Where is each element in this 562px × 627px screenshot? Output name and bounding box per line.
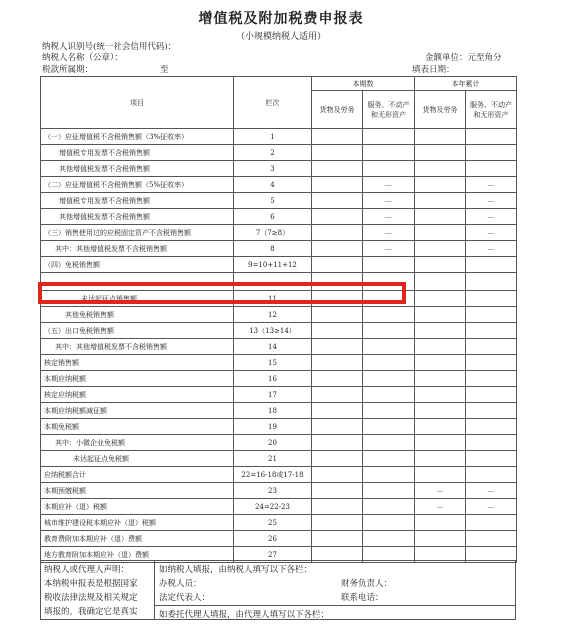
tax-return-table bbox=[40, 76, 517, 563]
row-value-cell[interactable] bbox=[415, 339, 466, 355]
row-item-label: 本期应补（退）税额 bbox=[41, 499, 234, 515]
row-value-cell[interactable] bbox=[466, 323, 517, 339]
row-value-cell[interactable] bbox=[312, 403, 363, 419]
row-value-cell[interactable] bbox=[415, 193, 466, 209]
row-value-cell[interactable] bbox=[415, 387, 466, 403]
row-value-cell[interactable] bbox=[415, 323, 466, 339]
table-row bbox=[41, 419, 517, 435]
row-line-no: 19 bbox=[234, 419, 312, 435]
row-value-cell[interactable] bbox=[466, 451, 517, 467]
row-value-cell[interactable]: — bbox=[363, 193, 415, 209]
row-value-cell[interactable] bbox=[466, 403, 517, 419]
row-value-cell[interactable] bbox=[415, 403, 466, 419]
taxpayer-name-label: 纳税人名称（公章）： bbox=[42, 53, 123, 63]
row-value-cell[interactable] bbox=[363, 161, 415, 177]
row-item-label: （二）应征增值税不含税销售额（5%征收率） bbox=[41, 177, 234, 193]
row-item-label: 其中：其他增值税发票不含税销售额 bbox=[41, 241, 234, 257]
table-row bbox=[41, 129, 517, 145]
table-row bbox=[41, 355, 517, 371]
row-value-cell[interactable] bbox=[415, 273, 466, 291]
row-value-cell[interactable] bbox=[415, 241, 466, 257]
taxpayer-id-label: 纳税人识别号(统一社会信用代码)： bbox=[42, 42, 177, 52]
row-value-cell[interactable] bbox=[363, 531, 415, 547]
row-value-cell[interactable] bbox=[312, 419, 363, 435]
row-item-label: 应纳税额合计 bbox=[41, 467, 234, 483]
row-value-cell[interactable] bbox=[363, 307, 415, 323]
row-value-cell[interactable] bbox=[363, 323, 415, 339]
table-row bbox=[41, 499, 517, 515]
table-row bbox=[41, 225, 517, 241]
row-item-label: 核定应纳税额 bbox=[41, 387, 234, 403]
row-value-cell[interactable] bbox=[312, 435, 363, 451]
declaration-statement bbox=[41, 561, 155, 619]
row-line-no: 24=22-23 bbox=[234, 499, 312, 515]
row-value-cell[interactable]: — bbox=[415, 499, 466, 515]
row-value-cell[interactable] bbox=[466, 387, 517, 403]
row-value-cell[interactable] bbox=[415, 451, 466, 467]
row-value-cell[interactable] bbox=[363, 387, 415, 403]
row-line-no: 8 bbox=[234, 241, 312, 257]
row-value-cell[interactable] bbox=[415, 419, 466, 435]
row-value-cell[interactable] bbox=[415, 515, 466, 531]
agent-fill-note: 如委托代理人填报，由代理人填写以下各栏： bbox=[155, 605, 515, 622]
table-row bbox=[41, 403, 517, 419]
header-line-no: 栏次 bbox=[234, 77, 312, 129]
row-value-cell[interactable] bbox=[312, 323, 363, 339]
row-line-no: 23 bbox=[234, 483, 312, 499]
highlight-box bbox=[38, 282, 406, 304]
table-row bbox=[41, 451, 517, 467]
row-item-label: 城市维护建设税本期应补（退）税额 bbox=[41, 515, 234, 531]
row-value-cell[interactable]: — bbox=[466, 483, 517, 499]
row-line-no: 22=16-18或17-18 bbox=[234, 467, 312, 483]
row-value-cell[interactable]: — bbox=[466, 209, 517, 225]
row-value-cell[interactable] bbox=[363, 419, 415, 435]
row-value-cell[interactable] bbox=[415, 371, 466, 387]
row-value-cell[interactable] bbox=[466, 531, 517, 547]
row-value-cell[interactable]: — bbox=[466, 177, 517, 193]
row-value-cell[interactable] bbox=[363, 403, 415, 419]
table-row bbox=[41, 177, 517, 193]
row-value-cell[interactable] bbox=[466, 307, 517, 323]
row-item-label: 其他增值税发票不含税销售额 bbox=[41, 161, 234, 177]
row-value-cell[interactable] bbox=[363, 499, 415, 515]
row-value-cell[interactable] bbox=[415, 161, 466, 177]
row-value-cell[interactable] bbox=[415, 209, 466, 225]
row-value-cell[interactable] bbox=[415, 129, 466, 145]
row-item-label: 地方教育附加本期应补（退）费额 bbox=[41, 547, 234, 563]
row-value-cell[interactable] bbox=[466, 129, 517, 145]
row-line-no: 13（13≥14） bbox=[234, 323, 312, 339]
table-row bbox=[41, 145, 517, 161]
header-services-ytd: 服务、不动产和无形资产 bbox=[466, 91, 517, 129]
table-row bbox=[41, 323, 517, 339]
row-value-cell[interactable] bbox=[312, 531, 363, 547]
row-value-cell[interactable] bbox=[466, 371, 517, 387]
row-value-cell[interactable] bbox=[415, 531, 466, 547]
amount-unit: 金额单位：元至角分 bbox=[425, 53, 502, 63]
table-row bbox=[41, 161, 517, 177]
row-value-cell[interactable] bbox=[312, 145, 363, 161]
row-line-no: 11 bbox=[234, 291, 312, 307]
row-item-label: 其他免税销售额 bbox=[41, 307, 234, 323]
table-row bbox=[41, 515, 517, 531]
row-line-no: 25 bbox=[234, 515, 312, 531]
row-value-cell[interactable] bbox=[415, 177, 466, 193]
row-item-label: （一）应征增值税不含税销售额（3%征收率） bbox=[41, 129, 234, 145]
row-line-no: 17 bbox=[234, 387, 312, 403]
row-line-no: 7（7≥8） bbox=[234, 225, 312, 241]
row-item-label: 本期免税额 bbox=[41, 419, 234, 435]
row-value-cell[interactable] bbox=[415, 225, 466, 241]
table-row bbox=[41, 307, 517, 323]
row-value-cell[interactable] bbox=[363, 371, 415, 387]
row-line-no: 27 bbox=[234, 547, 312, 563]
form-subtitle: （小规模纳税人适用） bbox=[235, 32, 326, 42]
row-value-cell[interactable] bbox=[466, 161, 517, 177]
row-item-label: 未达起征点销售额 bbox=[41, 291, 234, 307]
row-value-cell[interactable] bbox=[312, 387, 363, 403]
row-value-cell[interactable] bbox=[312, 193, 363, 209]
row-line-no: 6 bbox=[234, 209, 312, 225]
row-value-cell[interactable] bbox=[466, 355, 517, 371]
row-item-label: （四）免税销售额 bbox=[41, 257, 234, 273]
row-item-label: 本期应纳税额 bbox=[41, 371, 234, 387]
table-row bbox=[41, 483, 517, 499]
row-value-cell[interactable] bbox=[363, 467, 415, 483]
header-goods-ytd: 货物及劳务 bbox=[415, 91, 466, 129]
table-row bbox=[41, 435, 517, 451]
decl-line-1: 纳税人或代理人声明： bbox=[44, 565, 130, 575]
header-current-period: 本期数 bbox=[312, 77, 415, 91]
row-value-cell[interactable] bbox=[312, 177, 363, 193]
row-value-cell[interactable] bbox=[466, 257, 517, 273]
row-item-label: 其他增值税发票不含税销售额 bbox=[41, 209, 234, 225]
row-value-cell[interactable] bbox=[466, 435, 517, 451]
row-value-cell[interactable]: — bbox=[363, 177, 415, 193]
row-value-cell[interactable] bbox=[466, 467, 517, 483]
declaration-block bbox=[40, 560, 516, 620]
row-value-cell[interactable] bbox=[415, 435, 466, 451]
header-item: 项目 bbox=[41, 77, 234, 129]
row-value-cell[interactable] bbox=[363, 435, 415, 451]
row-item-label: 核定销售额 bbox=[41, 355, 234, 371]
row-value-cell[interactable] bbox=[312, 161, 363, 177]
row-value-cell[interactable] bbox=[363, 355, 415, 371]
row-value-cell[interactable] bbox=[466, 291, 517, 307]
row-value-cell[interactable]: — bbox=[466, 193, 517, 209]
row-line-no: 20 bbox=[234, 435, 312, 451]
self-fill-note: 如纳税人填报，由纳税人填写以下各栏： bbox=[159, 565, 313, 575]
row-line-no: 4 bbox=[234, 177, 312, 193]
row-value-cell[interactable] bbox=[312, 515, 363, 531]
row-value-cell[interactable] bbox=[415, 355, 466, 371]
row-value-cell[interactable]: — bbox=[363, 225, 415, 241]
row-value-cell[interactable] bbox=[312, 225, 363, 241]
row-value-cell[interactable] bbox=[363, 451, 415, 467]
row-value-cell[interactable] bbox=[466, 515, 517, 531]
table-row bbox=[41, 209, 517, 225]
decl-line-2: 本纳税申报表是根据国家 bbox=[44, 579, 138, 589]
header-ytd: 本年累计 bbox=[415, 77, 517, 91]
row-line-no: 16 bbox=[234, 371, 312, 387]
row-value-cell[interactable] bbox=[312, 483, 363, 499]
row-line-no: 5 bbox=[234, 193, 312, 209]
row-value-cell[interactable] bbox=[363, 145, 415, 161]
row-line-no: 18 bbox=[234, 403, 312, 419]
period-label: 税款所属期： bbox=[42, 65, 94, 75]
row-item-label: 其中：小微企业免税额 bbox=[41, 435, 234, 451]
row-value-cell[interactable] bbox=[312, 355, 363, 371]
decl-line-3: 税收法律法规及相关规定 bbox=[44, 593, 138, 603]
row-value-cell[interactable] bbox=[312, 499, 363, 515]
table-row bbox=[41, 467, 517, 483]
row-line-no: 1 bbox=[234, 129, 312, 145]
row-line-no: 21 bbox=[234, 451, 312, 467]
period-to: 至 bbox=[160, 65, 169, 75]
row-value-cell[interactable]: — bbox=[466, 499, 517, 515]
row-value-cell[interactable] bbox=[312, 257, 363, 273]
table-row bbox=[41, 531, 517, 547]
row-value-cell[interactable] bbox=[363, 257, 415, 273]
row-value-cell[interactable] bbox=[312, 241, 363, 257]
row-value-cell[interactable] bbox=[312, 339, 363, 355]
row-value-cell[interactable] bbox=[466, 273, 517, 291]
row-value-cell[interactable] bbox=[415, 291, 466, 307]
row-value-cell[interactable] bbox=[312, 307, 363, 323]
row-value-cell[interactable]: — bbox=[466, 241, 517, 257]
row-item-label: 增值税专用发票不含税销售额 bbox=[41, 193, 234, 209]
row-line-no: 14 bbox=[234, 339, 312, 355]
phone-label: 联系电话： bbox=[341, 593, 384, 603]
row-item-label: 本期应纳税额减征额 bbox=[41, 403, 234, 419]
row-line-no: 3 bbox=[234, 161, 312, 177]
table-row bbox=[41, 257, 517, 273]
row-line-no: 15 bbox=[234, 355, 312, 371]
row-value-cell[interactable] bbox=[363, 515, 415, 531]
row-item-label: （三）销售使用过的应税固定资产不含税销售额 bbox=[41, 225, 234, 241]
row-line-no: 12 bbox=[234, 307, 312, 323]
row-value-cell[interactable]: — bbox=[415, 483, 466, 499]
row-value-cell[interactable] bbox=[312, 451, 363, 467]
row-item-label: 增值税专用发票不含税销售额 bbox=[41, 145, 234, 161]
row-value-cell[interactable] bbox=[363, 129, 415, 145]
row-value-cell[interactable] bbox=[312, 209, 363, 225]
handler-label: 办税人员： bbox=[159, 579, 202, 589]
row-value-cell[interactable]: — bbox=[363, 209, 415, 225]
row-value-cell[interactable] bbox=[415, 145, 466, 161]
row-value-cell[interactable] bbox=[312, 129, 363, 145]
row-value-cell[interactable] bbox=[415, 257, 466, 273]
header-goods: 货物及劳务 bbox=[312, 91, 363, 129]
row-item-label: （五）出口免税销售额 bbox=[41, 323, 234, 339]
row-value-cell[interactable] bbox=[363, 483, 415, 499]
row-value-cell[interactable] bbox=[466, 145, 517, 161]
header-services: 服务、不动产和无形资产 bbox=[363, 91, 415, 129]
row-value-cell[interactable] bbox=[466, 419, 517, 435]
form-title: 增值税及附加税费申报表 bbox=[198, 11, 364, 27]
table-row bbox=[41, 339, 517, 355]
row-item-label: 本期预缴税额 bbox=[41, 483, 234, 499]
row-line-no: 26 bbox=[234, 531, 312, 547]
row-item-label: 未达起征点免税额 bbox=[41, 451, 234, 467]
row-value-cell[interactable] bbox=[312, 371, 363, 387]
row-value-cell[interactable] bbox=[466, 339, 517, 355]
declaration-fields bbox=[155, 561, 515, 619]
table-row bbox=[41, 193, 517, 209]
row-value-cell[interactable] bbox=[312, 467, 363, 483]
row-value-cell[interactable] bbox=[415, 467, 466, 483]
table-row bbox=[41, 371, 517, 387]
table-row bbox=[41, 387, 517, 403]
legal-rep-label: 法定代表人： bbox=[159, 593, 211, 603]
row-item-label: 教育费附加本期应补（退）费额 bbox=[41, 531, 234, 547]
fill-date-label: 填表日期： bbox=[412, 65, 455, 75]
row-value-cell[interactable] bbox=[415, 307, 466, 323]
finance-head-label: 财务负责人： bbox=[341, 579, 393, 589]
row-line-no: 9=10+11+12 bbox=[234, 257, 312, 273]
row-value-cell[interactable] bbox=[363, 339, 415, 355]
decl-line-4: 填报的，我确定它是真实 bbox=[44, 607, 138, 617]
row-item-label: 其中：其他增值税发票不含税销售额 bbox=[41, 339, 234, 355]
row-value-cell[interactable]: — bbox=[363, 241, 415, 257]
row-line-no: 2 bbox=[234, 145, 312, 161]
table-row bbox=[41, 241, 517, 257]
row-value-cell[interactable]: — bbox=[466, 225, 517, 241]
